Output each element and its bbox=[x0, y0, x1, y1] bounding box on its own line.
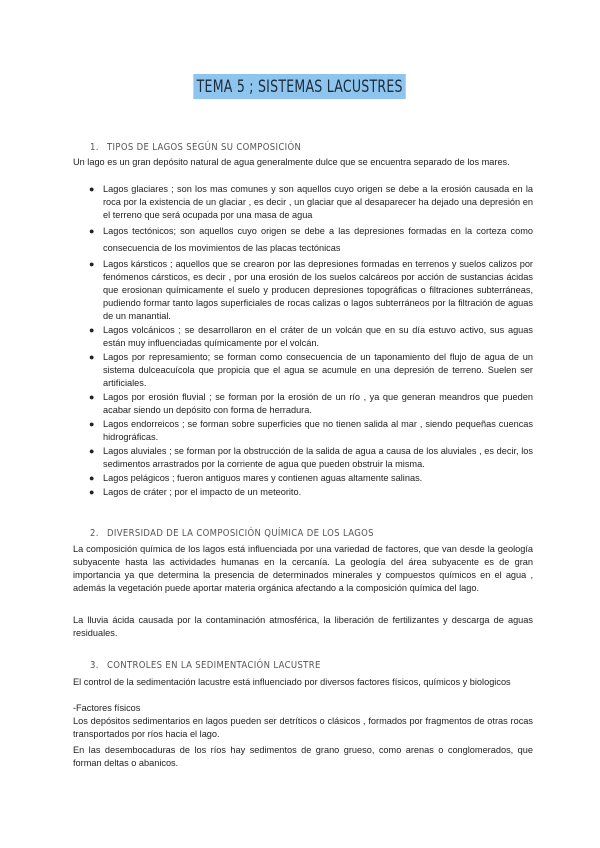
bullet-icon: ● bbox=[89, 226, 95, 236]
section-heading-text: DIVERSIDAD DE LA COMPOSICIÓN QUÍMICA DE LOS LAGOS bbox=[107, 528, 374, 539]
list-item: ● Lagos glaciares ; son los mas comunes y son aquellos cuyo origen se debe a la erosión causada en la roca por la existencia de un glaciar , es decir , un glaciar que al desaparecer ha dejado una depresión en el terreno que será ocupada por una masa de agua bbox=[89, 184, 533, 220]
list-item: ● Lagos pelágicos ; fueron antiguos mares y contienen aguas altamente salinas. bbox=[89, 473, 423, 483]
list-item: ● Lagos volcánicos ; se desarrollaron en el cráter de un volcán que en su día estuvo activo, sus aguas están muy influenciadas químicamente por el volcán. bbox=[89, 325, 533, 348]
section-heading-text: CONTROLES EN LA SEDIMENTACIÓN LACUSTRE bbox=[107, 660, 321, 671]
section-2-paragraph-1: La composición química de los lagos está influenciada por una variedad de factores, que van desde la geología subyacente hasta las actividades humanas en la cercanía. La geología del área subyacente es de gran importancia ya que determina la presencia de determinados minerales y compuestos químicos en el agua , además la vegetación puede aportar materia orgánica afectando a la composición química del lago. bbox=[73, 544, 533, 593]
bullet-icon: ● bbox=[89, 325, 95, 335]
section-number: 2. bbox=[90, 528, 99, 539]
list-item: ● Lagos por erosión fluvial ; se forman por la erosión de un río , ya que generan meandros que pueden acabar siendo un depósito con forma de herradura. bbox=[89, 392, 533, 415]
lake-types-list bbox=[73, 183, 533, 500]
section-heading-2 bbox=[90, 528, 374, 539]
list-item: ● Lagos de cráter ; por el impacto de un meteorito. bbox=[89, 487, 302, 497]
section-3-paragraph-4: En las desembocaduras de los ríos hay sedimentos de grano grueso, como arenas o conglomerados, que forman deltas o abanicos. bbox=[73, 745, 533, 768]
section-heading-text: TIPOS DE LAGOS SEGÚN SU COMPOSICIÓN bbox=[107, 142, 302, 153]
bullet-icon: ● bbox=[89, 184, 95, 194]
section-heading-3 bbox=[90, 660, 321, 671]
section-2-paragraph-2: La lluvia ácida causada por la contaminación atmosférica, la liberación de fertilizantes y descarga de aguas residuales. bbox=[73, 615, 533, 638]
bullet-icon: ● bbox=[89, 419, 95, 429]
title-wrap bbox=[0, 74, 600, 99]
bullet-icon: ● bbox=[89, 487, 95, 497]
section-heading-1 bbox=[90, 142, 301, 153]
section-3-paragraph-1: El control de la sedimentación lacustre está influenciado por diversos factores físicos, químicos y biologicos bbox=[73, 677, 511, 687]
section-1-intro: Un lago es un gran depósito natural de agua generalmente dulce que se encuentra separado de los mares. bbox=[73, 157, 510, 167]
bullet-icon: ● bbox=[89, 473, 95, 483]
page-title: TEMA 5 ; SISTEMAS LACUSTRES bbox=[194, 74, 407, 99]
bullet-icon: ● bbox=[89, 392, 95, 402]
section-3-paragraph-3: Los depósitos sedimentarios en lagos pueden ser detríticos o clásicos , formados por fragmentos de otras rocas transportados por ríos hacia el lago. bbox=[73, 716, 533, 739]
list-item: ● Lagos tectónicos; son aquellos cuyo origen se debe a las depresiones formadas en la corteza como consecuencia de los movimientos de las placas tectónicas bbox=[73, 223, 533, 257]
list-item: ● Lagos por represamiento; se forman como consecuencia de un taponamiento del flujo de agua de un sistema dulceacuícola que propicia que el agua se acumule en una depresión de terreno. Suelen ser artificiales. bbox=[89, 352, 533, 388]
list-item: ● Lagos aluviales ; se forman por la obstrucción de la salida de agua a causa de los aluviales , es decir, los sedimentos arrastrados por la corriente de agua que pueden obstruir la misma. bbox=[89, 446, 533, 469]
section-number: 1. bbox=[90, 142, 99, 153]
section-3-paragraph-2: -Factores físicos bbox=[73, 703, 141, 713]
bullet-icon: ● bbox=[89, 446, 95, 456]
list-item: ● Lagos kársticos ; aquellos que se crearon por las depresiones formadas en terrenos y suelos calizos por fenómenos cársticos, es decir , por una erosión de los suelos calcáreos por acción de sustancias ácidas que erosionan químicamente el suelo y producen depresiones topográficas o filtraciones subterráneas, pudiendo formar tanto lagos superficiales de rocas calizas o lagos subterráneos por la filtración de aguas de un manantial. bbox=[89, 259, 533, 321]
list-item: ● Lagos endorreicos ; se forman sobre superficies que no tienen salida al mar , siendo pequeñas cuencas hidrográficas. bbox=[89, 419, 533, 442]
bullet-icon: ● bbox=[89, 259, 95, 269]
bullet-icon: ● bbox=[89, 352, 95, 362]
section-number: 3. bbox=[90, 660, 99, 671]
